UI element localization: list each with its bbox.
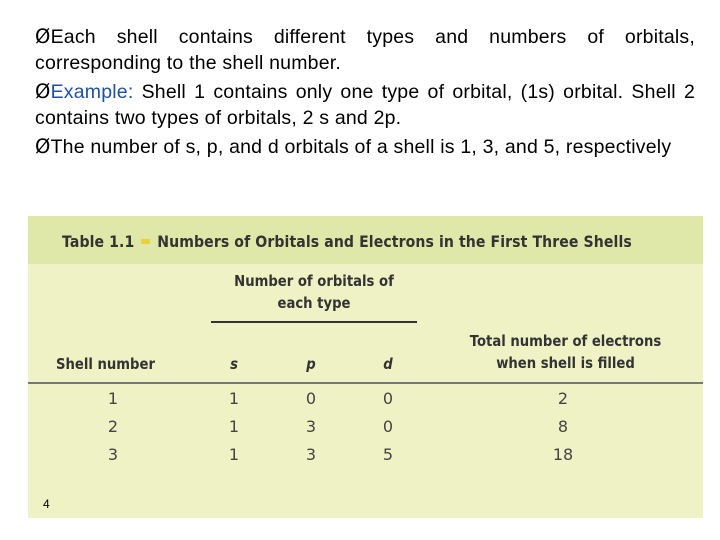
bullet-text: The number of s, p, and d orbitals of a shell is 1, 3, and 5, respectively bbox=[50, 136, 672, 158]
bullet-list bbox=[35, 24, 695, 163]
cell-d: 0 bbox=[382, 417, 394, 436]
cell-d: 0 bbox=[382, 389, 394, 408]
cell-p: 3 bbox=[305, 417, 317, 436]
cell-shell: 3 bbox=[107, 445, 119, 464]
cell-p: 0 bbox=[305, 389, 317, 408]
col-header-total-line: Total number of electrons bbox=[469, 332, 662, 350]
cell-shell: 2 bbox=[107, 417, 119, 436]
table-caption-band bbox=[28, 216, 703, 264]
col-header-total-line: when shell is filled bbox=[496, 354, 635, 372]
example-label: Example: bbox=[50, 81, 134, 103]
cell-p: 3 bbox=[305, 445, 317, 464]
orbitals-table bbox=[28, 216, 703, 518]
col-header-total bbox=[453, 330, 677, 374]
cell-total: 18 bbox=[552, 445, 574, 464]
cell-s: 1 bbox=[228, 445, 240, 464]
table-label: Table 1.1 bbox=[62, 232, 135, 251]
bullet-item bbox=[35, 24, 695, 76]
group-header-rule bbox=[211, 321, 417, 323]
group-header-line: Number of orbitals of bbox=[234, 272, 394, 290]
bullet-item bbox=[35, 79, 695, 131]
col-header-s: s bbox=[230, 355, 238, 373]
cell-d: 5 bbox=[382, 445, 394, 464]
col-header-shell: Shell number bbox=[56, 355, 155, 373]
arrow-bullet-icon: Ø bbox=[35, 135, 51, 158]
caption-marker-icon bbox=[141, 239, 150, 244]
table-caption bbox=[62, 232, 632, 251]
page-number: 4 bbox=[43, 497, 50, 511]
header-rule bbox=[28, 382, 703, 384]
table-title: Numbers of Orbitals and Electrons in the First Three Shells bbox=[157, 232, 632, 251]
arrow-bullet-icon: Ø bbox=[35, 25, 51, 48]
group-header bbox=[221, 270, 408, 314]
col-header-p: p bbox=[306, 355, 316, 373]
bullet-text: Each shell contains different types and numbers of orbitals, corresponding to the shell number. bbox=[35, 26, 695, 74]
bullet-text: Shell 1 contains only one type of orbital, (1s) orbital. Shell 2 contains two types of orbitals, 2 s and 2p. bbox=[35, 81, 695, 129]
col-header-d: d bbox=[383, 355, 393, 373]
group-header-line: each type bbox=[277, 294, 351, 312]
cell-total: 2 bbox=[557, 389, 569, 408]
arrow-bullet-icon: Ø bbox=[35, 80, 51, 103]
cell-s: 1 bbox=[228, 417, 240, 436]
cell-total: 8 bbox=[557, 417, 569, 436]
bullet-item bbox=[35, 134, 695, 160]
cell-s: 1 bbox=[228, 389, 240, 408]
cell-shell: 1 bbox=[107, 389, 119, 408]
